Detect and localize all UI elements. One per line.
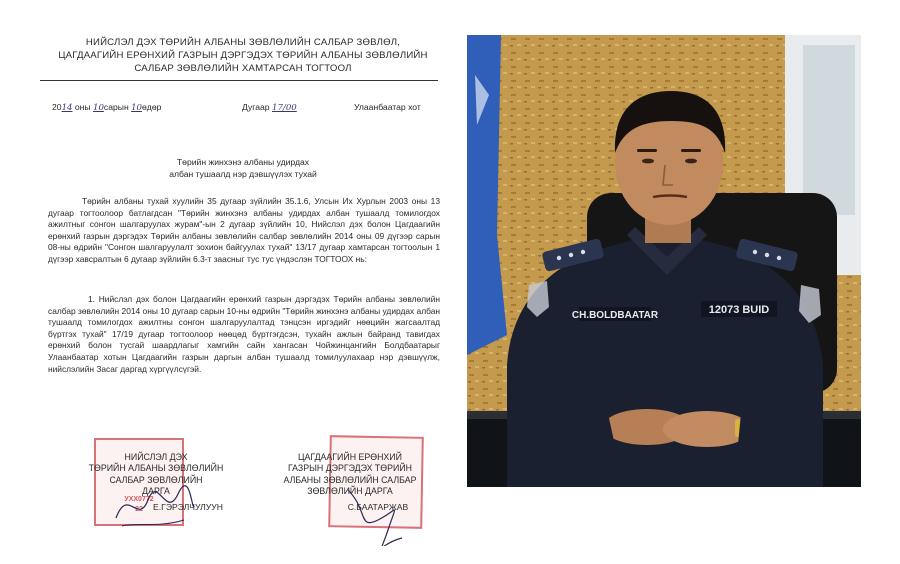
signature-title-line: САЛБАР ЗӨВЛӨЛИЙН: [109, 474, 203, 485]
portrait-illustration: [467, 35, 861, 487]
document-number: Дугаар 17/00: [242, 102, 297, 113]
badge-number-text: 12073 BUID: [708, 304, 770, 316]
header-line: ЦАГДААГИЙН ЕРӨНХИЙ ГАЗРЫН ДЭРГЭДЭХ ТӨРИЙН АЛБАНЫ ЗӨВЛӨЛИЙН: [58, 50, 428, 61]
signature-title-line: ЗӨВЛӨЛИЙН ДАРГА: [307, 486, 393, 497]
signatory-name: Е.ГЭРЭЛЧУЛУУН: [153, 501, 223, 512]
header-divider: [40, 80, 438, 81]
handwritten-month: 10: [92, 103, 104, 113]
stamp-sub: 22: [135, 506, 143, 513]
signatory-name: С.БААТАРЖАВ: [347, 501, 409, 512]
stamp-code: УХХ0772: [124, 496, 154, 503]
handwritten-number: 17/00: [271, 103, 297, 113]
signature-title-line: АЛБАНЫ ЗӨВЛӨЛИЙН САЛБАР: [283, 474, 417, 485]
resolution-paragraph: 1. Нийслэл дэх болон Цагдаагийн ерөнхий газрын дэргэдэх Төрийн албаны зөвлөлийн салбар зөвлөлийн 2014 оны 10 дугаар сарын 10-ны өдрийн "Төрийн жинхэнэ албаны удирдах албан тушаалд томилогдох ажилтны сонгон шалгаруулалтад тэнцсэн иргэдийг нөөцийн жагсаалтад бүртгэх тухай" 17/19 дугаар тогтоолоор нөөцөд бүртгэгдсэн, тухайн ажлын байранд тавигдах ерөнхий болон тусгай шаардлагыг хамгийн сайн хангасан Чойжинцангийн Болдбаатарыг Улаанбаатар хотын Цагдаагийн газрын даргын албан тушаалд томилуулахаар нэр дэвшүүлж, нийслэлийн Засаг даргад хүргүүлсүгэй.: [48, 294, 440, 374]
title-line: албан тушаалд нэр дэвшүүлэх тухай: [169, 169, 317, 179]
officer-portrait-photo: [467, 35, 861, 487]
signature-title-line: ГАЗРЫН ДЭРГЭДЭХ ТӨРИЙН: [287, 463, 413, 474]
handwritten-signature-left: [108, 476, 198, 536]
signature-title-line: ЦАГДААГИЙН ЕРӨНХИЙ: [298, 452, 402, 462]
document-city: Улаанбаатар хот: [354, 102, 421, 112]
handwritten-day: 10: [131, 103, 143, 113]
document-title: [148, 156, 338, 180]
title-line: Төрийн жинхэнэ албаны удирдах: [176, 157, 310, 167]
header-line: САЛБАР ЗӨВЛӨЛИЙН ХАМТАРСАН ТОГТООЛ: [134, 63, 352, 74]
header-line: НИЙСЛЭЛ ДЭХ ТӨРИЙН АЛБАНЫ ЗӨВЛӨЛИЙН САЛБАР ЗӨВЛӨЛ,: [85, 37, 401, 48]
handwritten-signature-right: [338, 480, 418, 546]
resolution-document: [38, 28, 448, 548]
signature-title-line: ДАРГА: [142, 486, 170, 497]
handwritten-year: 14: [61, 103, 73, 113]
signature-title-line: ТӨРИЙН АЛБАНЫ ЗӨВЛӨЛИЙН: [88, 463, 224, 474]
preamble-paragraph: Төрийн албаны тухай хуулийн 35 дугаар зүйлийн 35.1.6, Улсын Их Хурлын 2003 оны 13 дугаар тогтоолоор батлагдсан "Төрийн жинхэнэ албаны удирдах албан тушаалд томилогдох ажилтныг сонгон шалгаруулах журам"-ын 2 дугаар зүйлийн 10, Нийслэл дэх болон Цагдаагийн ерөнхий газрын дэргэдэх Төрийн албаны зөвлөлийн салбар зөвлөлийн 2014 оны 09 дүгээр сарын 08-ны өдрийн "Сонгон шалгаруулалт зохион байгуулах тухай" 13/17 дугаар хамтарсан тогтоолын 1 дүгээр хавсралтын 6 дугаар зүйлийн 6.3-т заасныг тус тус үндэслэн ТОГТООХ нь:: [48, 196, 440, 264]
document-date: 2014 оны 10сарын 10өдөр: [52, 102, 162, 113]
signature-title-line: НИЙСЛЭЛ ДЭХ: [124, 452, 188, 462]
organization-header: [48, 36, 438, 75]
name-tag-text: CH.BOLDBAATAR: [571, 310, 659, 321]
